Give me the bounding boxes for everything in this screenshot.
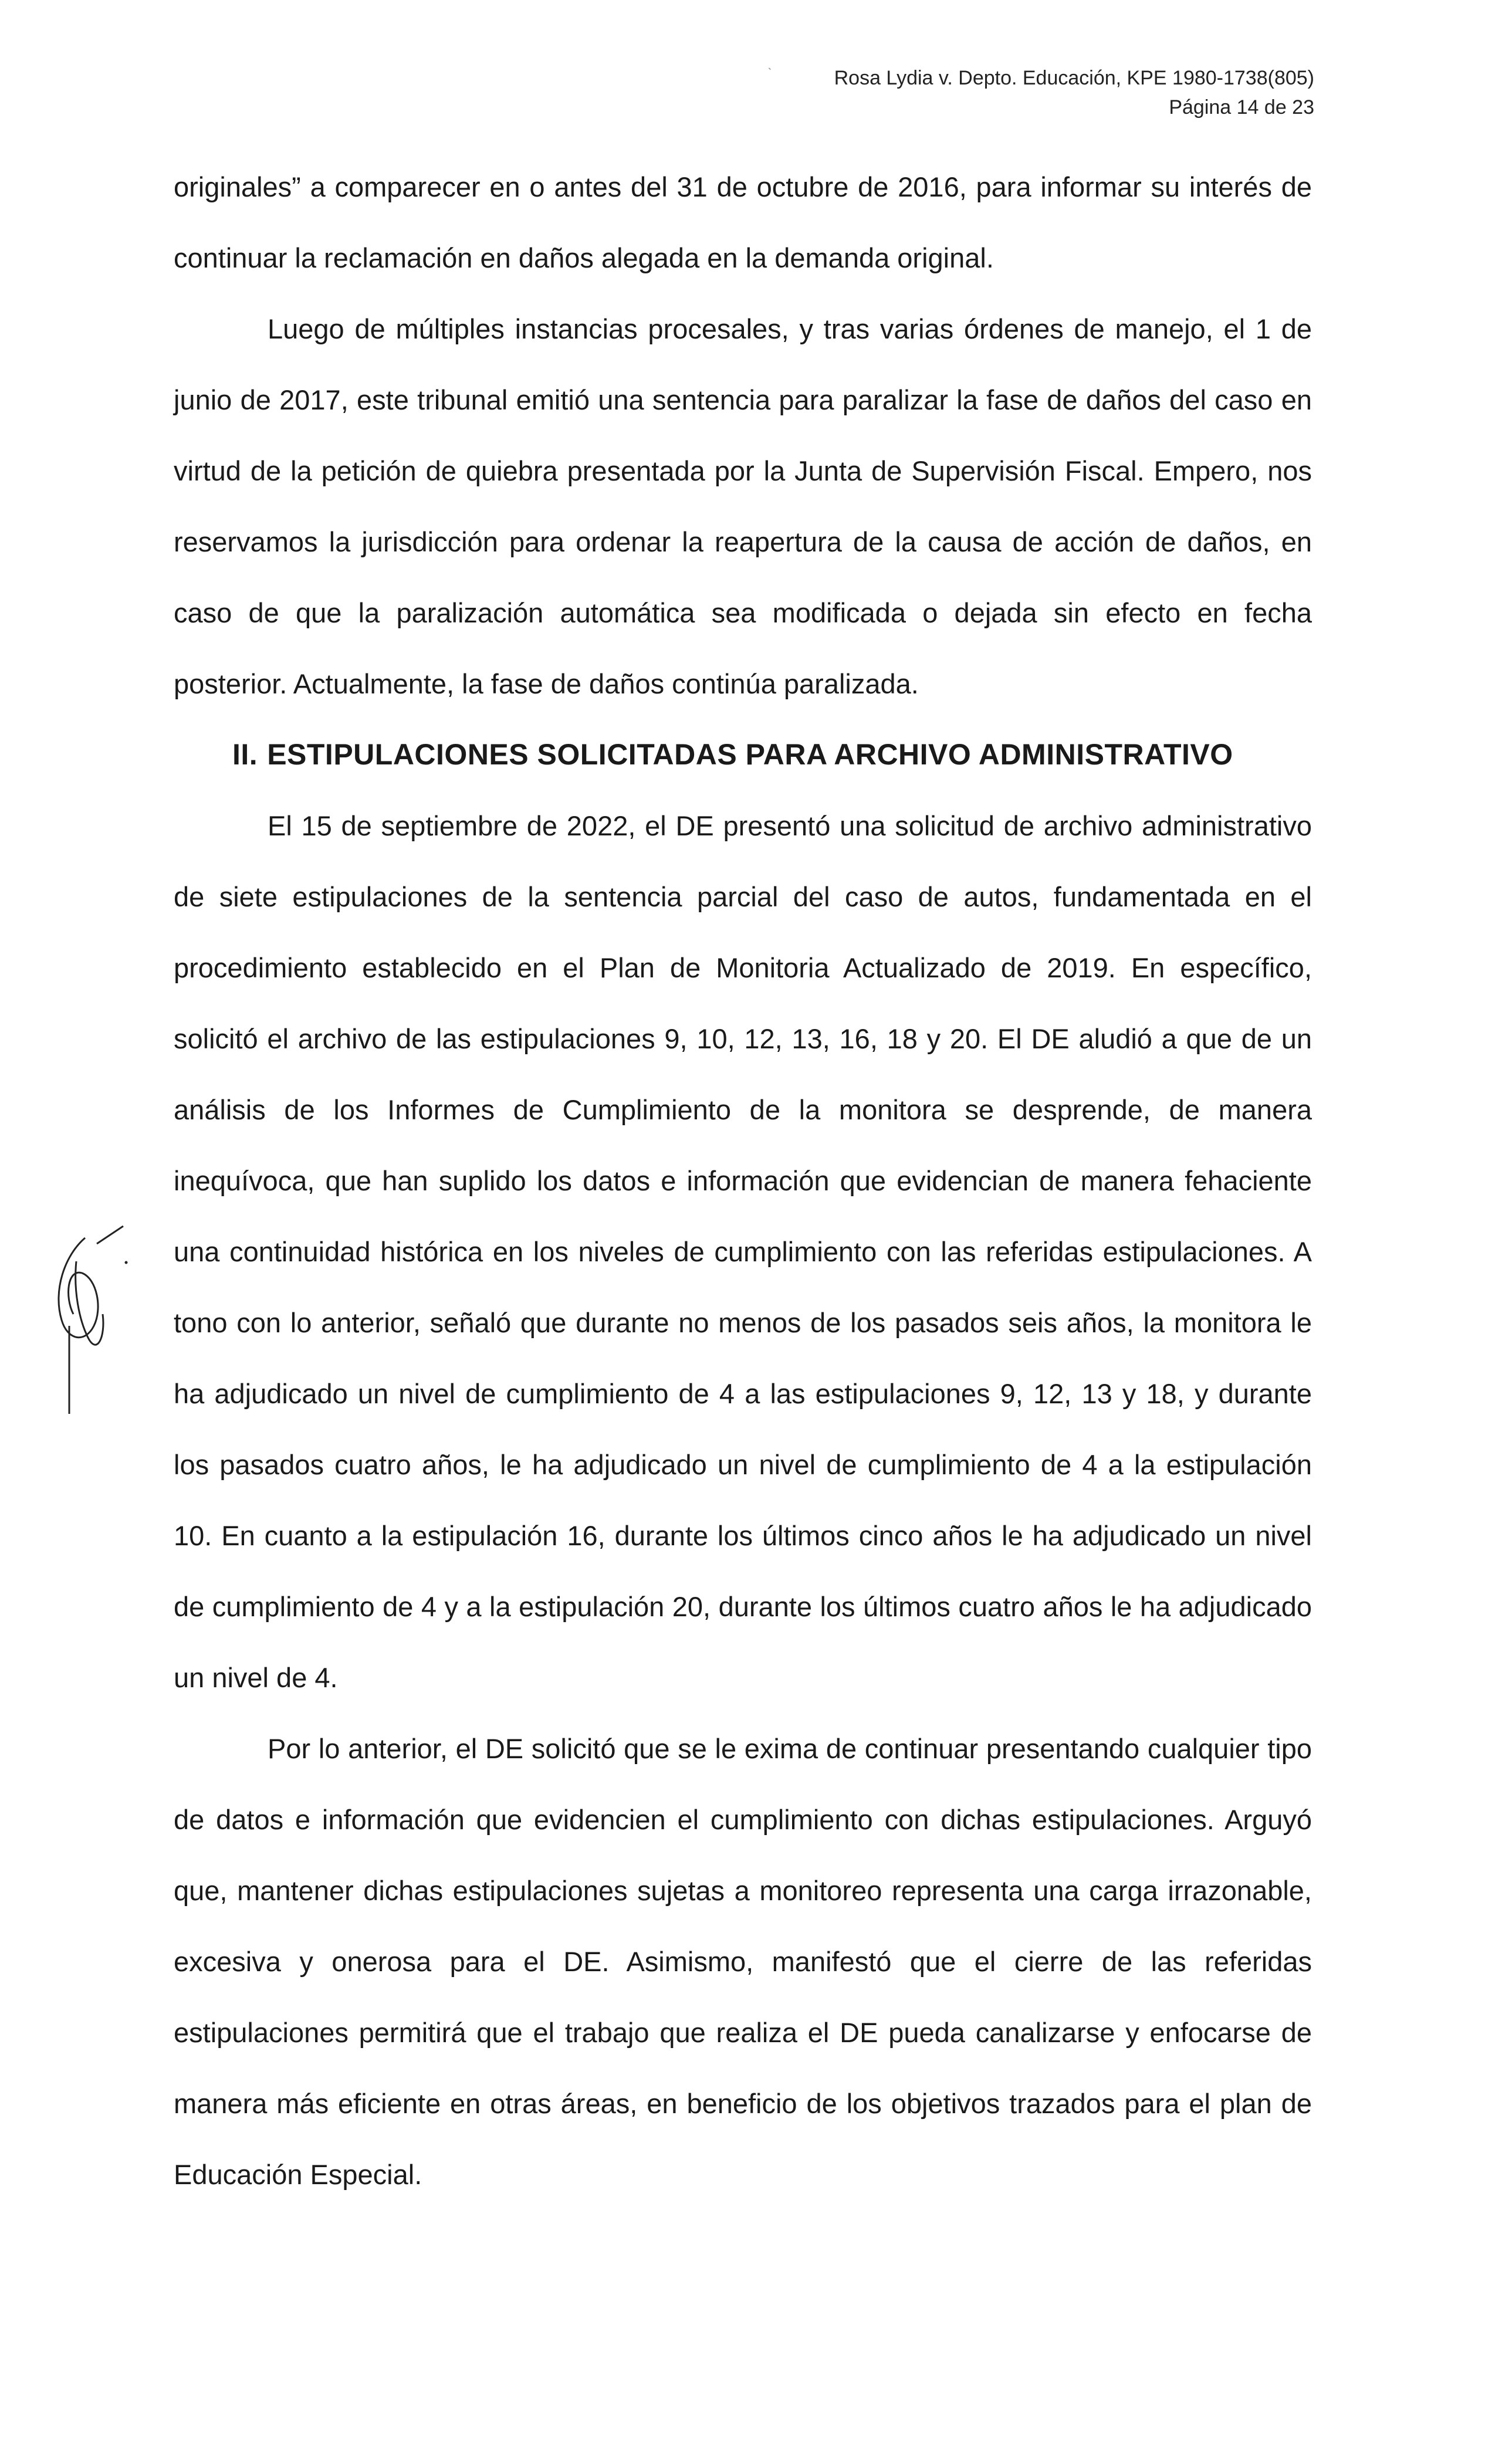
document-body: [174, 151, 1312, 2210]
paragraph-2: Luego de múltiples instancias procesales, y tras varias órdenes de manejo, el 1 de junio de 2017, este tribunal emitió una sentencia para paralizar la fase de daños del caso en virtud de la petición de quiebra presentada por la Junta de Supervisión Fiscal. Empero, nos reservamos la jurisdicción para ordenar la reapertura de la causa de acción de daños, en caso de que la paralización automática sea modificada o dejada sin efecto en fecha posterior. Actualmente, la fase de daños continúa paralizada.: [174, 313, 1312, 699]
paragraph-1: originales” a comparecer en o antes del 31 de octubre de 2016, para informar su interés de continuar la reclamación en daños alegada en la demanda original.: [174, 171, 1312, 273]
handwritten-initials: [41, 1220, 129, 1426]
scan-mark: ˋ: [767, 66, 772, 82]
section-number: II.: [232, 738, 258, 771]
case-caption: Rosa Lydia v. Depto. Educación, KPE 1980-1738(805): [834, 67, 1314, 89]
section-title: ESTIPULACIONES SOLICITADAS PARA ARCHIVO ADMINISTRATIVO: [267, 738, 1233, 771]
page-header: [834, 63, 1314, 122]
paragraph-4: Por lo anterior, el DE solicitó que se le exima de continuar presentando cualquier tipo de datos e información que evidencien el cumplimiento con dichas estipulaciones. Arguyó que, mantener dichas estipulaciones sujetas a monitoreo representa una carga irrazonable, excesiva y onerosa para el DE. Asimismo, manifestó que el cierre de las referidas estipulaciones permitirá que el trabajo que realiza el DE pueda canalizarse y enfocarse de manera más eficiente en otras áreas, en beneficio de los objetivos trazados para el plan de Educación Especial.: [174, 1733, 1312, 2190]
paragraph-3: El 15 de septiembre de 2022, el DE presentó una solicitud de archivo administrativo de siete estipulaciones de la sentencia parcial del caso de autos, fundamentada en el procedimiento establecido en el Plan de Monitoria Actualizado de 2019. En específico, solicitó el archivo de las estipulaciones 9, 10, 12, 13, 16, 18 y 20. El DE aludió a que de un análisis de los Informes de Cumplimiento de la monitora se desprende, de manera inequívoca, que han suplido los datos e información que evidencian de manera fehaciente una continuidad histórica en los niveles de cumplimiento con las referidas estipulaciones. A tono con lo anterior, señaló que durante no menos de los pasados seis años, la monitora le ha adjudicado un nivel de cumplimiento de 4 a las estipulaciones 9, 12, 13 y 18, y durante los pasados cuatro años, le ha adjudicado un nivel de cumplimiento de 4 a la estipulación 10. En cuanto a la estipulación 16, durante los últimos cinco años le ha adjudicado un nivel de cumplimiento de 4 y a la estipulación 20, durante los últimos cuatro años le ha adjudicado un nivel de 4.: [174, 810, 1312, 1693]
page-number: Página 14 de 23: [1169, 96, 1314, 119]
section-heading: [174, 719, 1312, 790]
